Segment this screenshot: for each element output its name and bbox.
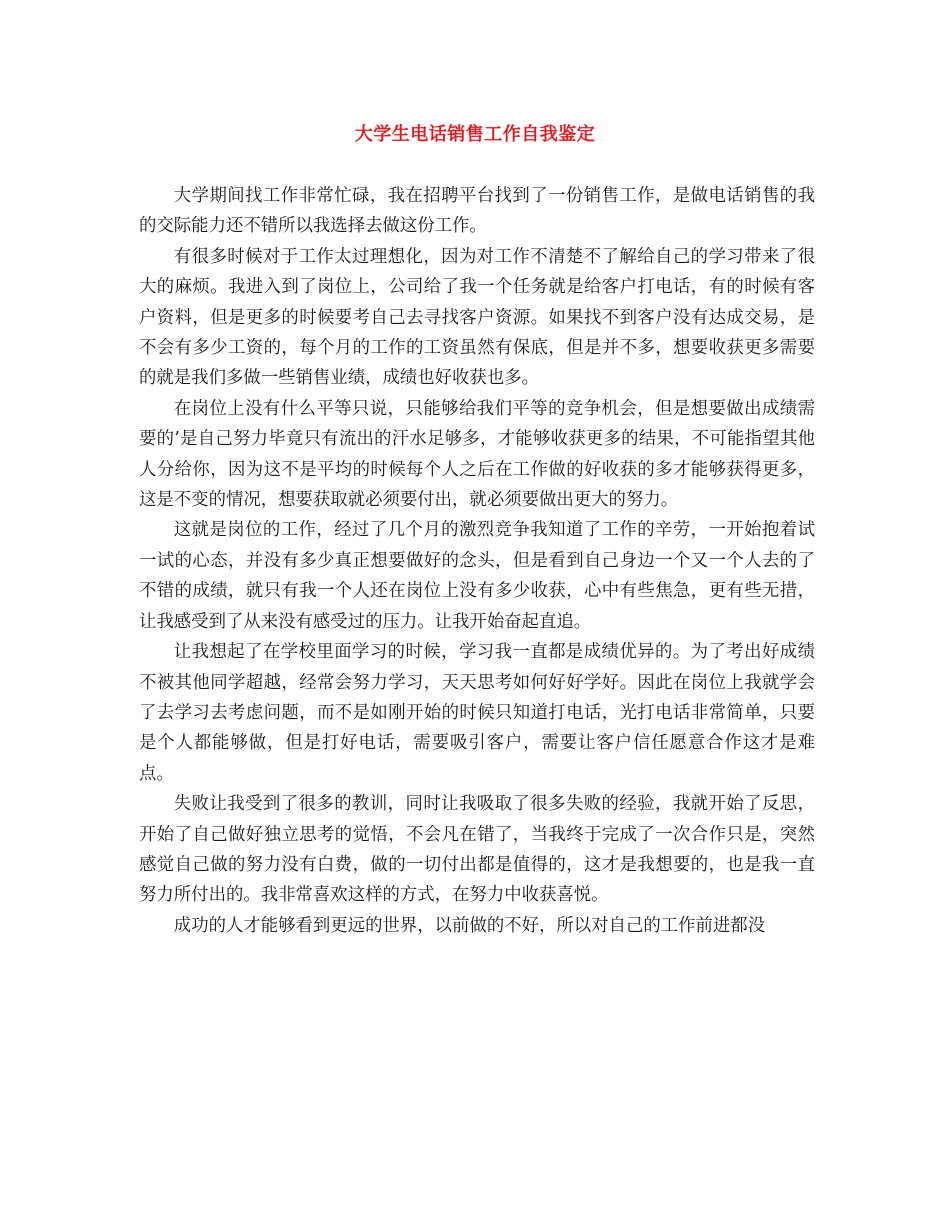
paragraph: 有很多时候对于工作太过理想化，因为对工作不清楚不了解给自己的学习带来了很大的麻烦。我进入到了岗位上，公司给了我一个任务就是给客户打电话，有的时候有客户资料，但是更多的时候要考自己去寻找客户资源。如果找不到客户没有达成交易，是不会有多少工资的，每个月的工作的工资虽然有保底，但是并不多，想要收获更多需要的就是我们多做一些销售业绩，成绩也好收获也多。	[139, 246, 815, 389]
document-body	[139, 181, 815, 941]
paragraph: 在岗位上没有什么平等只说，只能够给我们平等的竞争机会，但是想要做出成绩需要的’是自己努力毕竟只有流出的汗水足够多，才能够收获更多的结果，不可能指望其他人分给你，因为这不是平均的时候每个人之后在工作做的好收获的多才能够获得更多，这是不变的情况，想要获取就必须要付出，就必须要做出更大的努力。	[139, 398, 815, 511]
paragraph: 失败让我受到了很多的教训，同时让我吸取了很多失败的经验，我就开始了反思，开始了自己做好独立思考的觉悟，不会凡在错了，当我终于完成了一次合作只是，突然感觉自己做的努力没有白费，做的一切付出都是值得的，这才是我想要的，也是我一直努力所付出的。我非常喜欢这样的方式，在努力中收获喜悦。	[139, 794, 815, 906]
paragraph: 成功的人才能够看到更远的世界，以前做的不好，所以对自己的工作前进都没	[173, 915, 766, 936]
document-title: 大学生电话销售工作自我鉴定	[354, 124, 596, 145]
paragraph: 大学期间找工作非常忙碌，我在招聘平台找到了一份销售工作，是做电话销售的我的交际能力还不错所以我选择去做这份工作。	[139, 186, 815, 237]
paragraph: 这就是岗位的工作，经过了几个月的激烈竞争我知道了工作的辛劳，一开始抱着试一试的心态，并没有多少真正想要做好的念头，但是看到自己身边一个又一个人去的了不错的成绩，就只有我一个人还在岗位上没有多少收获，心中有些焦急，更有些无措，让我感受到了从来没有感受过的压力。让我开始奋起直追。	[139, 520, 815, 632]
paragraph: 让我想起了在学校里面学习的时候，学习我一直都是成绩优异的。为了考出好成绩不被其他同学超越，经常会努力学习，天天思考如何好好学好。因此在岗位上我就学会了去学习去考虑问题，而不是如刚开始的时候只知道打电话，光打电话非常简单，只要是个人都能够做，但是打好电话，需要吸引客户，需要让客户信任愿意合作这才是难点。	[139, 642, 815, 784]
